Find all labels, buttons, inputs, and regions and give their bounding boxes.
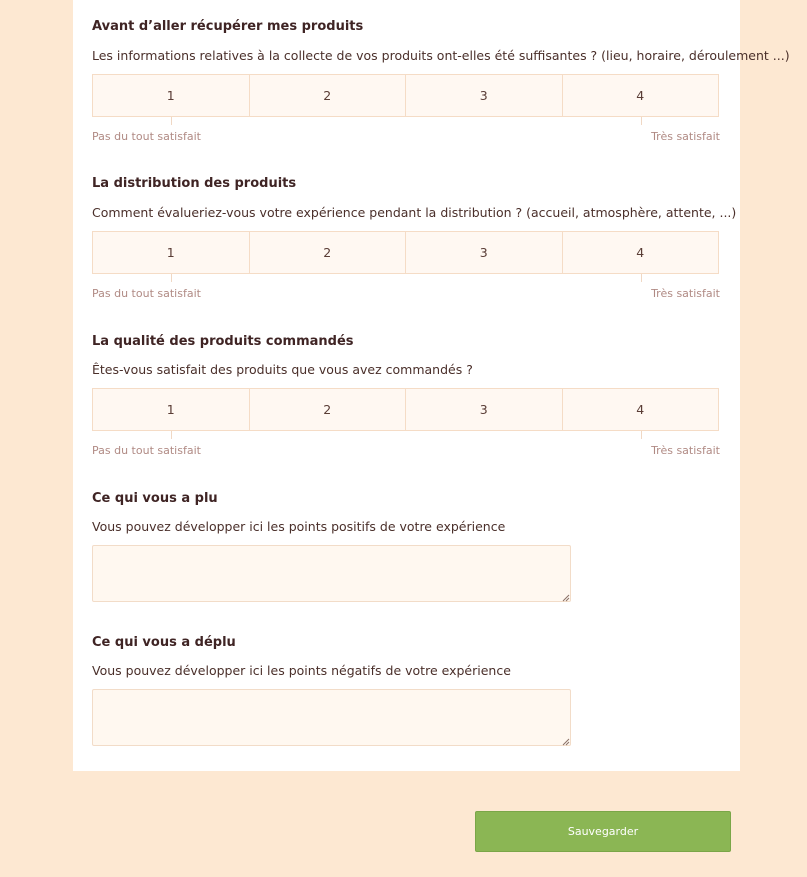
survey-card (73, 0, 790, 771)
rating-option-3[interactable]: 3 (406, 75, 563, 116)
scale-tick-max (641, 117, 642, 125)
question-description: Vous pouvez développer ici les points négatifs de votre expérience (92, 663, 511, 678)
question-description: Vous pouvez développer ici les points positifs de votre expérience (92, 519, 506, 534)
rating-option-1[interactable]: 1 (93, 75, 250, 116)
rating-option-3[interactable]: 3 (406, 389, 563, 430)
question-title: Ce qui vous a déplu (92, 635, 236, 650)
rating-option-4[interactable]: 4 (636, 402, 645, 417)
scale-tick-min (171, 274, 172, 282)
scale-tick-min (171, 431, 172, 439)
scale-max-label: Très satisfait (651, 130, 720, 143)
rating-option-2[interactable]: 2 (250, 75, 407, 116)
scale-tick-max (641, 274, 642, 282)
scale-max-label: Très satisfait (651, 287, 720, 300)
scale-min-label: Pas du tout satisfait (92, 287, 201, 300)
resize-grip-icon[interactable] (562, 738, 570, 746)
rating-scale (92, 388, 719, 431)
question-description: Êtes-vous satisfait des produits que vous avez commandés ? (92, 362, 473, 377)
negative-feedback-textarea[interactable] (92, 689, 571, 746)
rating-scale (92, 74, 719, 117)
rating-scale (92, 231, 719, 274)
question-title: La qualité des produits commandés (92, 334, 354, 349)
positive-feedback-textarea[interactable] (92, 545, 571, 602)
scale-min-label: Pas du tout satisfait (92, 130, 201, 143)
question-description: Les informations relatives à la collecte de vos produits ont-elles été suffisantes ? (lieu, horaire, déroulement ...) (92, 48, 790, 63)
scale-max-label: Très satisfait (651, 444, 720, 457)
scale-tick-min (171, 117, 172, 125)
rating-option-4[interactable]: 4 (636, 245, 645, 260)
rating-option-1[interactable]: 1 (93, 232, 250, 273)
rating-option-2[interactable]: 2 (250, 232, 407, 273)
rating-option-2[interactable]: 2 (250, 389, 407, 430)
question-title: Ce qui vous a plu (92, 491, 218, 506)
question-title: La distribution des produits (92, 176, 297, 191)
rating-option-4[interactable]: 4 (636, 88, 645, 103)
rating-option-1[interactable]: 1 (93, 389, 250, 430)
rating-option-3[interactable]: 3 (406, 232, 563, 273)
save-button[interactable]: Sauvegarder (475, 811, 731, 852)
resize-grip-icon[interactable] (562, 594, 570, 602)
question-description: Comment évalueriez-vous votre expérience pendant la distribution ? (accueil, atmosphère, attente, ...) (92, 205, 737, 220)
scale-tick-max (641, 431, 642, 439)
scale-min-label: Pas du tout satisfait (92, 444, 201, 457)
question-title: Avant d’aller récupérer mes produits (92, 19, 364, 34)
